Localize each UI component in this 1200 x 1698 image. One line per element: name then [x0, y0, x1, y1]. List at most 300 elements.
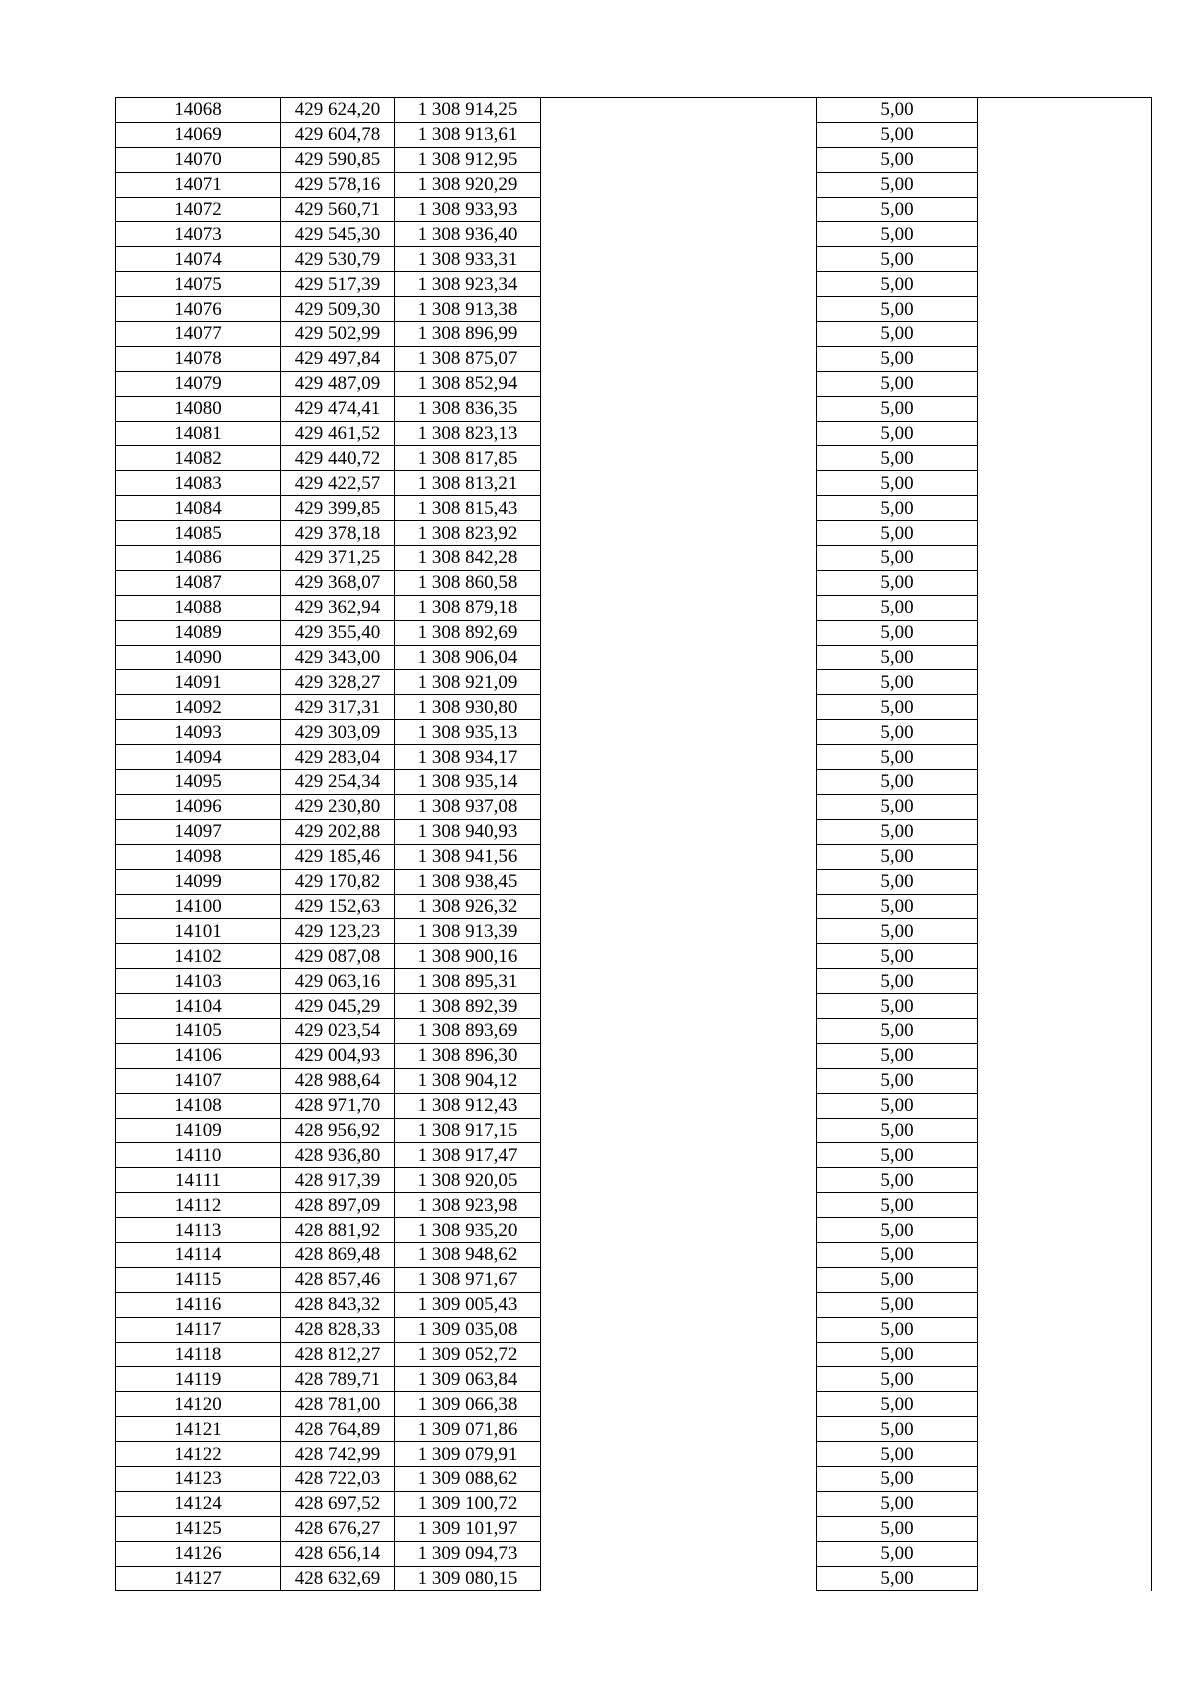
blank-cell — [541, 1342, 817, 1367]
point-number-cell: 14108 — [116, 1093, 281, 1118]
point-number-cell: 14094 — [116, 745, 281, 770]
accuracy-cell: 5,00 — [817, 446, 978, 471]
blank-cell — [541, 794, 817, 819]
y-coordinate-cell: 1 308 914,25 — [395, 98, 541, 123]
point-number-cell: 14073 — [116, 222, 281, 247]
blank-cell — [978, 1342, 1152, 1367]
accuracy-cell: 5,00 — [817, 421, 978, 446]
point-number-cell: 14107 — [116, 1068, 281, 1093]
x-coordinate-cell: 428 676,27 — [281, 1516, 395, 1541]
x-coordinate-cell: 429 502,99 — [281, 322, 395, 347]
accuracy-cell: 5,00 — [817, 919, 978, 944]
blank-cell — [978, 122, 1152, 147]
accuracy-cell: 5,00 — [817, 819, 978, 844]
x-coordinate-cell: 429 378,18 — [281, 521, 395, 546]
blank-cell — [978, 1516, 1152, 1541]
blank-cell — [978, 1317, 1152, 1342]
accuracy-cell: 5,00 — [817, 1018, 978, 1043]
point-number-cell: 14076 — [116, 297, 281, 322]
blank-cell — [541, 322, 817, 347]
table-row — [116, 794, 1152, 819]
x-coordinate-cell: 428 857,46 — [281, 1267, 395, 1292]
accuracy-cell: 5,00 — [817, 944, 978, 969]
accuracy-cell: 5,00 — [817, 670, 978, 695]
accuracy-cell: 5,00 — [817, 1218, 978, 1243]
table-row — [116, 1267, 1152, 1292]
point-number-cell: 14093 — [116, 720, 281, 745]
y-coordinate-cell: 1 308 912,43 — [395, 1093, 541, 1118]
x-coordinate-cell: 429 560,71 — [281, 197, 395, 222]
x-coordinate-cell: 429 590,85 — [281, 147, 395, 172]
x-coordinate-cell: 429 328,27 — [281, 670, 395, 695]
table-row — [116, 421, 1152, 446]
table-row — [116, 595, 1152, 620]
table-row — [116, 819, 1152, 844]
table-row — [116, 1043, 1152, 1068]
blank-cell — [978, 172, 1152, 197]
accuracy-cell: 5,00 — [817, 1516, 978, 1541]
x-coordinate-cell: 429 254,34 — [281, 770, 395, 795]
blank-cell — [541, 1292, 817, 1317]
accuracy-cell: 5,00 — [817, 396, 978, 421]
accuracy-cell: 5,00 — [817, 1566, 978, 1591]
table-row — [116, 570, 1152, 595]
x-coordinate-cell: 428 656,14 — [281, 1541, 395, 1566]
blank-cell — [978, 1292, 1152, 1317]
y-coordinate-cell: 1 308 892,69 — [395, 620, 541, 645]
table-row — [116, 272, 1152, 297]
blank-cell — [541, 346, 817, 371]
accuracy-cell: 5,00 — [817, 471, 978, 496]
accuracy-cell: 5,00 — [817, 1342, 978, 1367]
blank-cell — [541, 695, 817, 720]
blank-cell — [978, 1143, 1152, 1168]
y-coordinate-cell: 1 308 923,98 — [395, 1193, 541, 1218]
blank-cell — [978, 421, 1152, 446]
y-coordinate-cell: 1 308 933,31 — [395, 247, 541, 272]
blank-cell — [541, 1218, 817, 1243]
blank-cell — [541, 471, 817, 496]
blank-cell — [541, 1392, 817, 1417]
blank-cell — [978, 446, 1152, 471]
accuracy-cell: 5,00 — [817, 645, 978, 670]
accuracy-cell: 5,00 — [817, 1392, 978, 1417]
blank-cell — [541, 197, 817, 222]
blank-cell — [541, 1566, 817, 1591]
accuracy-cell: 5,00 — [817, 147, 978, 172]
blank-cell — [978, 371, 1152, 396]
blank-cell — [541, 969, 817, 994]
table-row — [116, 1193, 1152, 1218]
x-coordinate-cell: 429 440,72 — [281, 446, 395, 471]
point-number-cell: 14083 — [116, 471, 281, 496]
x-coordinate-cell: 428 897,09 — [281, 1193, 395, 1218]
blank-cell — [978, 869, 1152, 894]
blank-cell — [541, 720, 817, 745]
x-coordinate-cell: 429 487,09 — [281, 371, 395, 396]
blank-cell — [541, 919, 817, 944]
blank-cell — [978, 570, 1152, 595]
accuracy-cell: 5,00 — [817, 496, 978, 521]
point-number-cell: 14084 — [116, 496, 281, 521]
point-number-cell: 14081 — [116, 421, 281, 446]
y-coordinate-cell: 1 308 923,34 — [395, 272, 541, 297]
point-number-cell: 14078 — [116, 346, 281, 371]
point-number-cell: 14071 — [116, 172, 281, 197]
point-number-cell: 14109 — [116, 1118, 281, 1143]
blank-cell — [541, 396, 817, 421]
blank-cell — [978, 720, 1152, 745]
coordinate-table-body — [116, 98, 1152, 1591]
accuracy-cell: 5,00 — [817, 1118, 978, 1143]
blank-cell — [978, 322, 1152, 347]
x-coordinate-cell: 428 722,03 — [281, 1466, 395, 1491]
blank-cell — [978, 1193, 1152, 1218]
x-coordinate-cell: 428 781,00 — [281, 1392, 395, 1417]
blank-cell — [541, 371, 817, 396]
accuracy-cell: 5,00 — [817, 322, 978, 347]
blank-cell — [541, 620, 817, 645]
accuracy-cell: 5,00 — [817, 1068, 978, 1093]
blank-cell — [541, 994, 817, 1019]
table-row — [116, 471, 1152, 496]
x-coordinate-cell: 429 123,23 — [281, 919, 395, 944]
x-coordinate-cell: 429 362,94 — [281, 595, 395, 620]
accuracy-cell: 5,00 — [817, 98, 978, 123]
y-coordinate-cell: 1 309 080,15 — [395, 1566, 541, 1591]
x-coordinate-cell: 428 697,52 — [281, 1491, 395, 1516]
y-coordinate-cell: 1 308 817,85 — [395, 446, 541, 471]
blank-cell — [978, 819, 1152, 844]
table-row — [116, 98, 1152, 123]
blank-cell — [541, 894, 817, 919]
x-coordinate-cell: 429 355,40 — [281, 620, 395, 645]
x-coordinate-cell: 429 530,79 — [281, 247, 395, 272]
x-coordinate-cell: 429 474,41 — [281, 396, 395, 421]
blank-cell — [541, 1242, 817, 1267]
point-number-cell: 14090 — [116, 645, 281, 670]
x-coordinate-cell: 428 869,48 — [281, 1242, 395, 1267]
blank-cell — [541, 869, 817, 894]
table-row — [116, 1392, 1152, 1417]
y-coordinate-cell: 1 308 938,45 — [395, 869, 541, 894]
table-row — [116, 1491, 1152, 1516]
x-coordinate-cell: 429 230,80 — [281, 794, 395, 819]
y-coordinate-cell: 1 308 892,39 — [395, 994, 541, 1019]
blank-cell — [978, 1541, 1152, 1566]
accuracy-cell: 5,00 — [817, 1267, 978, 1292]
blank-cell — [541, 1018, 817, 1043]
x-coordinate-cell: 429 317,31 — [281, 695, 395, 720]
x-coordinate-cell: 428 843,32 — [281, 1292, 395, 1317]
y-coordinate-cell: 1 309 100,72 — [395, 1491, 541, 1516]
blank-cell — [541, 147, 817, 172]
point-number-cell: 14105 — [116, 1018, 281, 1043]
blank-cell — [541, 1093, 817, 1118]
point-number-cell: 14119 — [116, 1367, 281, 1392]
blank-cell — [978, 969, 1152, 994]
point-number-cell: 14117 — [116, 1317, 281, 1342]
table-row — [116, 546, 1152, 571]
table-row — [116, 645, 1152, 670]
table-row — [116, 620, 1152, 645]
accuracy-cell: 5,00 — [817, 1168, 978, 1193]
table-row — [116, 1566, 1152, 1591]
blank-cell — [978, 1417, 1152, 1442]
table-row — [116, 720, 1152, 745]
table-row — [116, 994, 1152, 1019]
point-number-cell: 14126 — [116, 1541, 281, 1566]
y-coordinate-cell: 1 308 906,04 — [395, 645, 541, 670]
point-number-cell: 14123 — [116, 1466, 281, 1491]
blank-cell — [978, 197, 1152, 222]
blank-cell — [978, 994, 1152, 1019]
y-coordinate-cell: 1 308 926,32 — [395, 894, 541, 919]
x-coordinate-cell: 429 368,07 — [281, 570, 395, 595]
x-coordinate-cell: 428 812,27 — [281, 1342, 395, 1367]
point-number-cell: 14086 — [116, 546, 281, 571]
point-number-cell: 14112 — [116, 1193, 281, 1218]
table-row — [116, 1118, 1152, 1143]
x-coordinate-cell: 429 004,93 — [281, 1043, 395, 1068]
y-coordinate-cell: 1 309 052,72 — [395, 1342, 541, 1367]
blank-cell — [541, 1367, 817, 1392]
table-row — [116, 745, 1152, 770]
y-coordinate-cell: 1 309 094,73 — [395, 1541, 541, 1566]
table-row — [116, 396, 1152, 421]
x-coordinate-cell: 429 497,84 — [281, 346, 395, 371]
blank-cell — [978, 1118, 1152, 1143]
point-number-cell: 14089 — [116, 620, 281, 645]
table-row — [116, 1093, 1152, 1118]
accuracy-cell: 5,00 — [817, 297, 978, 322]
blank-cell — [541, 222, 817, 247]
accuracy-cell: 5,00 — [817, 1466, 978, 1491]
blank-cell — [978, 272, 1152, 297]
point-number-cell: 14075 — [116, 272, 281, 297]
blank-cell — [978, 1442, 1152, 1467]
x-coordinate-cell: 429 152,63 — [281, 894, 395, 919]
point-number-cell: 14121 — [116, 1417, 281, 1442]
accuracy-cell: 5,00 — [817, 720, 978, 745]
table-row — [116, 147, 1152, 172]
blank-cell — [541, 844, 817, 869]
table-row — [116, 247, 1152, 272]
blank-cell — [541, 247, 817, 272]
y-coordinate-cell: 1 308 836,35 — [395, 396, 541, 421]
y-coordinate-cell: 1 308 913,38 — [395, 297, 541, 322]
blank-cell — [978, 496, 1152, 521]
blank-cell — [978, 894, 1152, 919]
accuracy-cell: 5,00 — [817, 1317, 978, 1342]
blank-cell — [541, 1118, 817, 1143]
point-number-cell: 14103 — [116, 969, 281, 994]
table-row — [116, 1168, 1152, 1193]
point-number-cell: 14068 — [116, 98, 281, 123]
x-coordinate-cell: 429 509,30 — [281, 297, 395, 322]
x-coordinate-cell: 429 545,30 — [281, 222, 395, 247]
point-number-cell: 14092 — [116, 695, 281, 720]
point-number-cell: 14098 — [116, 844, 281, 869]
y-coordinate-cell: 1 308 896,30 — [395, 1043, 541, 1068]
table-row — [116, 322, 1152, 347]
blank-cell — [541, 546, 817, 571]
y-coordinate-cell: 1 309 035,08 — [395, 1317, 541, 1342]
blank-cell — [978, 695, 1152, 720]
accuracy-cell: 5,00 — [817, 595, 978, 620]
point-number-cell: 14085 — [116, 521, 281, 546]
table-row — [116, 1292, 1152, 1317]
blank-cell — [978, 346, 1152, 371]
blank-cell — [541, 944, 817, 969]
blank-cell — [978, 1392, 1152, 1417]
point-number-cell: 14122 — [116, 1442, 281, 1467]
blank-cell — [978, 521, 1152, 546]
accuracy-cell: 5,00 — [817, 745, 978, 770]
blank-cell — [541, 1068, 817, 1093]
point-number-cell: 14080 — [116, 396, 281, 421]
point-number-cell: 14095 — [116, 770, 281, 795]
accuracy-cell: 5,00 — [817, 994, 978, 1019]
coordinate-table — [115, 97, 1152, 1591]
y-coordinate-cell: 1 308 920,29 — [395, 172, 541, 197]
point-number-cell: 14082 — [116, 446, 281, 471]
accuracy-cell: 5,00 — [817, 770, 978, 795]
y-coordinate-cell: 1 308 933,93 — [395, 197, 541, 222]
point-number-cell: 14106 — [116, 1043, 281, 1068]
x-coordinate-cell: 429 063,16 — [281, 969, 395, 994]
x-coordinate-cell: 429 399,85 — [281, 496, 395, 521]
accuracy-cell: 5,00 — [817, 1242, 978, 1267]
point-number-cell: 14110 — [116, 1143, 281, 1168]
x-coordinate-cell: 429 371,25 — [281, 546, 395, 571]
table-row — [116, 446, 1152, 471]
blank-cell — [978, 546, 1152, 571]
y-coordinate-cell: 1 309 079,91 — [395, 1442, 541, 1467]
y-coordinate-cell: 1 308 936,40 — [395, 222, 541, 247]
y-coordinate-cell: 1 308 815,43 — [395, 496, 541, 521]
x-coordinate-cell: 428 764,89 — [281, 1417, 395, 1442]
y-coordinate-cell: 1 308 937,08 — [395, 794, 541, 819]
point-number-cell: 14077 — [116, 322, 281, 347]
accuracy-cell: 5,00 — [817, 570, 978, 595]
accuracy-cell: 5,00 — [817, 869, 978, 894]
accuracy-cell: 5,00 — [817, 222, 978, 247]
x-coordinate-cell: 428 828,33 — [281, 1317, 395, 1342]
y-coordinate-cell: 1 309 005,43 — [395, 1292, 541, 1317]
y-coordinate-cell: 1 308 900,16 — [395, 944, 541, 969]
table-row — [116, 844, 1152, 869]
blank-cell — [978, 1566, 1152, 1591]
table-row — [116, 1218, 1152, 1243]
blank-cell — [978, 670, 1152, 695]
x-coordinate-cell: 429 023,54 — [281, 1018, 395, 1043]
table-row — [116, 197, 1152, 222]
y-coordinate-cell: 1 308 879,18 — [395, 595, 541, 620]
y-coordinate-cell: 1 308 971,67 — [395, 1267, 541, 1292]
y-coordinate-cell: 1 308 913,39 — [395, 919, 541, 944]
table-row — [116, 944, 1152, 969]
blank-cell — [541, 1193, 817, 1218]
x-coordinate-cell: 429 185,46 — [281, 844, 395, 869]
y-coordinate-cell: 1 309 071,86 — [395, 1417, 541, 1442]
accuracy-cell: 5,00 — [817, 1193, 978, 1218]
y-coordinate-cell: 1 308 860,58 — [395, 570, 541, 595]
y-coordinate-cell: 1 308 935,13 — [395, 720, 541, 745]
y-coordinate-cell: 1 308 940,93 — [395, 819, 541, 844]
point-number-cell: 14114 — [116, 1242, 281, 1267]
blank-cell — [541, 1491, 817, 1516]
accuracy-cell: 5,00 — [817, 620, 978, 645]
table-row — [116, 1466, 1152, 1491]
accuracy-cell: 5,00 — [817, 894, 978, 919]
blank-cell — [978, 770, 1152, 795]
table-row — [116, 346, 1152, 371]
point-number-cell: 14125 — [116, 1516, 281, 1541]
x-coordinate-cell: 429 170,82 — [281, 869, 395, 894]
table-row — [116, 1317, 1152, 1342]
accuracy-cell: 5,00 — [817, 272, 978, 297]
point-number-cell: 14118 — [116, 1342, 281, 1367]
point-number-cell: 14072 — [116, 197, 281, 222]
blank-cell — [541, 1168, 817, 1193]
accuracy-cell: 5,00 — [817, 695, 978, 720]
y-coordinate-cell: 1 308 912,95 — [395, 147, 541, 172]
y-coordinate-cell: 1 308 920,05 — [395, 1168, 541, 1193]
point-number-cell: 14069 — [116, 122, 281, 147]
x-coordinate-cell: 429 422,57 — [281, 471, 395, 496]
y-coordinate-cell: 1 308 948,62 — [395, 1242, 541, 1267]
table-row — [116, 1242, 1152, 1267]
y-coordinate-cell: 1 308 813,21 — [395, 471, 541, 496]
point-number-cell: 14127 — [116, 1566, 281, 1591]
y-coordinate-cell: 1 308 904,12 — [395, 1068, 541, 1093]
blank-cell — [978, 1218, 1152, 1243]
blank-cell — [541, 1516, 817, 1541]
blank-cell — [541, 1541, 817, 1566]
x-coordinate-cell: 428 917,39 — [281, 1168, 395, 1193]
x-coordinate-cell: 428 881,92 — [281, 1218, 395, 1243]
blank-cell — [978, 1491, 1152, 1516]
blank-cell — [978, 794, 1152, 819]
blank-cell — [978, 620, 1152, 645]
point-number-cell: 14113 — [116, 1218, 281, 1243]
blank-cell — [541, 645, 817, 670]
y-coordinate-cell: 1 308 893,69 — [395, 1018, 541, 1043]
blank-cell — [978, 147, 1152, 172]
table-row — [116, 122, 1152, 147]
x-coordinate-cell: 428 632,69 — [281, 1566, 395, 1591]
x-coordinate-cell: 428 789,71 — [281, 1367, 395, 1392]
blank-cell — [541, 595, 817, 620]
accuracy-cell: 5,00 — [817, 1417, 978, 1442]
table-row — [116, 919, 1152, 944]
table-row — [116, 1417, 1152, 1442]
x-coordinate-cell: 429 517,39 — [281, 272, 395, 297]
y-coordinate-cell: 1 308 852,94 — [395, 371, 541, 396]
x-coordinate-cell: 429 461,52 — [281, 421, 395, 446]
x-coordinate-cell: 429 578,16 — [281, 172, 395, 197]
blank-cell — [541, 446, 817, 471]
blank-cell — [978, 1018, 1152, 1043]
blank-cell — [541, 1043, 817, 1068]
blank-cell — [541, 521, 817, 546]
point-number-cell: 14088 — [116, 595, 281, 620]
blank-cell — [541, 98, 817, 123]
accuracy-cell: 5,00 — [817, 122, 978, 147]
point-number-cell: 14100 — [116, 894, 281, 919]
point-number-cell: 14087 — [116, 570, 281, 595]
